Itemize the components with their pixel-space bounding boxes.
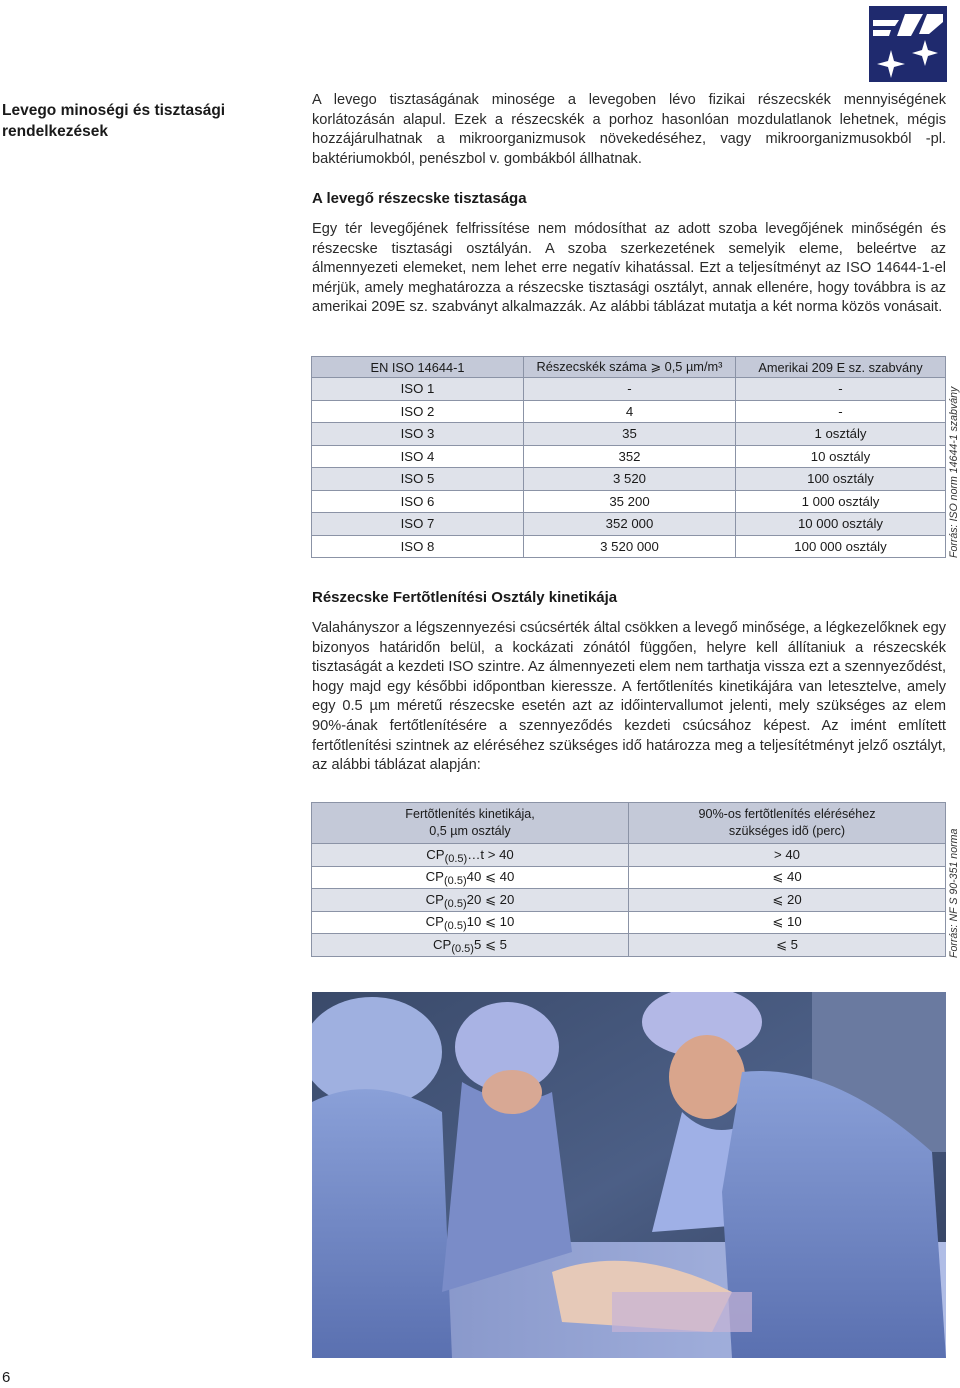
table-cell: 3 520 000 <box>524 535 736 558</box>
table-row <box>312 911 946 934</box>
cp-subscript: (0.5) <box>444 853 468 866</box>
table-cell: - <box>736 400 946 423</box>
table-header-cell: Részecskék száma ⩾ 0,5 µm/m³ <box>524 357 736 378</box>
table-row <box>312 468 946 491</box>
intro-paragraph: A levego tisztaságának minosége a levegoben lévo fizikai részecskék mennyiségének korlátozásán alapul. Ezek a részecskék a porhoz hasonlóan mozdulatlanok lehetnek, mégis hozzájárulhatnak a mikroorganizmusok növekedéséhez, vagy mikroorganizmusokból -pl. baktériumokból, penészbol v. gombákból állhatnak. <box>312 92 946 167</box>
table-cell: ISO 3 <box>312 423 524 446</box>
table-header-cell <box>629 803 946 844</box>
iso-class-table <box>311 356 946 558</box>
table-cell <box>312 889 629 912</box>
table-row <box>312 400 946 423</box>
table-header-cell: Amerikai 209 E sz. szabvány <box>736 357 946 378</box>
table-cell: ⩽ 20 <box>629 889 946 912</box>
table-cell: - <box>524 378 736 401</box>
cp-subscript: (0.5) <box>443 875 467 888</box>
table-cell: ⩽ 40 <box>629 866 946 889</box>
table-row <box>312 490 946 513</box>
header-line: szükséges idõ (perc) <box>728 824 846 838</box>
table-row <box>312 445 946 468</box>
cp-subscript: (0.5) <box>443 920 467 933</box>
table-cell: 3 520 <box>524 468 736 491</box>
table-row <box>312 866 946 889</box>
table-cell: 10 osztály <box>736 445 946 468</box>
cp-prefix: CP <box>433 936 452 952</box>
table-row <box>312 844 946 867</box>
table-cell: ISO 8 <box>312 535 524 558</box>
table-cell: ISO 4 <box>312 445 524 468</box>
side-heading: Levego minoségi és tisztasági rendelkezések <box>2 102 226 140</box>
cp-prefix: CP <box>426 847 445 863</box>
table-cell <box>312 911 629 934</box>
table-cell: > 40 <box>629 844 946 867</box>
table-header-cell <box>312 803 629 844</box>
table-cell: - <box>736 378 946 401</box>
table-header-cell: EN ISO 14644-1 <box>312 357 524 378</box>
cp-suffix: 40 ⩽ 40 <box>466 869 515 885</box>
table-row <box>312 513 946 536</box>
table-cell: 35 <box>524 423 736 446</box>
cp-suffix: 5 ⩽ 5 <box>473 936 507 952</box>
table-cell: 352 000 <box>524 513 736 536</box>
header-line: Fertõtlenítés kinetikája, <box>405 807 535 821</box>
section-paragraph-disinfection-kinetics: Valahányszor a légszennyezési csúcsérték által csökken a levegő minősége, a légkezelőknek egy bizonyos határidőn belül, a kockázati zónától függően, helyre kell állítaniuk a részecskék tisztaságát a kezdeti ISO szintre. Az álmennyezeti elem nem tarthatja vissza ezt a szennyeződést, hogy majd egy későbbi időpontban kieressze. A fertőtlenítés kinetikájára van letesztelve, amely egy 0.5 µm méretű részecske esetén azt az időintervallumot jelenti, mely szükséges az elem 90%-ának fertőtlenítésére a szennyeződés kezdeti csúcsához képest. Az imént említett fertőtlenítési szintnek az eléréséhez szükséges idő határozza meg a teljesítétményt jelző osztályt, az alábbi táblázat alapján: <box>312 620 946 774</box>
table-cell: 100 000 osztály <box>736 535 946 558</box>
table-cell: ⩽ 5 <box>629 934 946 957</box>
page-number: 6 <box>2 1369 11 1386</box>
cp-prefix: CP <box>425 869 444 885</box>
table-cell: ISO 5 <box>312 468 524 491</box>
header-line: 0,5 µm osztály <box>429 824 511 838</box>
table-cell: ISO 7 <box>312 513 524 536</box>
table-cell: 10 000 osztály <box>736 513 946 536</box>
cp-prefix: CP <box>425 891 444 907</box>
table-row <box>312 378 946 401</box>
table-cell: ISO 6 <box>312 490 524 513</box>
company-logo <box>869 6 947 82</box>
table-cell: ISO 2 <box>312 400 524 423</box>
table-cell: 1 osztály <box>736 423 946 446</box>
table-cell: ⩽ 10 <box>629 911 946 934</box>
section-paragraph-particle-cleanliness: Egy tér levegőjének felfrissítése nem módosíthat az adott szoba levegőjének minőségén és részecske tisztasági osztályán. A szoba szerkezetének semelyik eleme, beleértve az álmennyezeti elemeket, nem lehet erre negatív kihatással. Ezt a teljesítményt az ISO 14644-1-el mérjük, amely meghatározza a részecske tisztasági osztályt, annak ellenére, hogy továbbra is az amerikai 209E sz. szabványt alkalmazzák. Az alábbi táblázat mutatja a két norma közös vonásait. <box>312 221 946 316</box>
table-cell: 352 <box>524 445 736 468</box>
table-cell <box>312 844 629 867</box>
table-cell <box>312 866 629 889</box>
table-cell: ISO 1 <box>312 378 524 401</box>
table-source-note: Forrás: ISO norm 14644-1 szabvány <box>948 386 960 558</box>
table-cell <box>312 934 629 957</box>
surgery-photo <box>312 992 946 1358</box>
table-source-note: Forrás: NF S 90-351 norma <box>948 828 960 958</box>
cp-subscript: (0.5) <box>451 942 474 955</box>
table-cell: 35 200 <box>524 490 736 513</box>
cp-suffix: 10 ⩽ 10 <box>466 914 515 930</box>
table-cell: 4 <box>524 400 736 423</box>
disinfection-kinetics-table <box>311 802 946 957</box>
section-heading-disinfection-kinetics: Részecske Fertõtlenítési Osztály kinetikája <box>312 589 618 606</box>
section-heading-particle-cleanliness: A levegő részecske tisztasága <box>312 190 527 207</box>
table-cell: 100 osztály <box>736 468 946 491</box>
table-row <box>312 535 946 558</box>
table-row <box>312 423 946 446</box>
table-row <box>312 889 946 912</box>
cp-subscript: (0.5) <box>443 897 467 910</box>
cp-prefix: CP <box>425 914 444 930</box>
table-cell: 1 000 osztály <box>736 490 946 513</box>
cp-suffix: 20 ⩽ 20 <box>466 891 515 907</box>
table-row <box>312 934 946 957</box>
cp-suffix: …t > 40 <box>467 847 514 863</box>
header-line: 90%-os fertõtlenítés eléréséhez <box>698 807 876 821</box>
